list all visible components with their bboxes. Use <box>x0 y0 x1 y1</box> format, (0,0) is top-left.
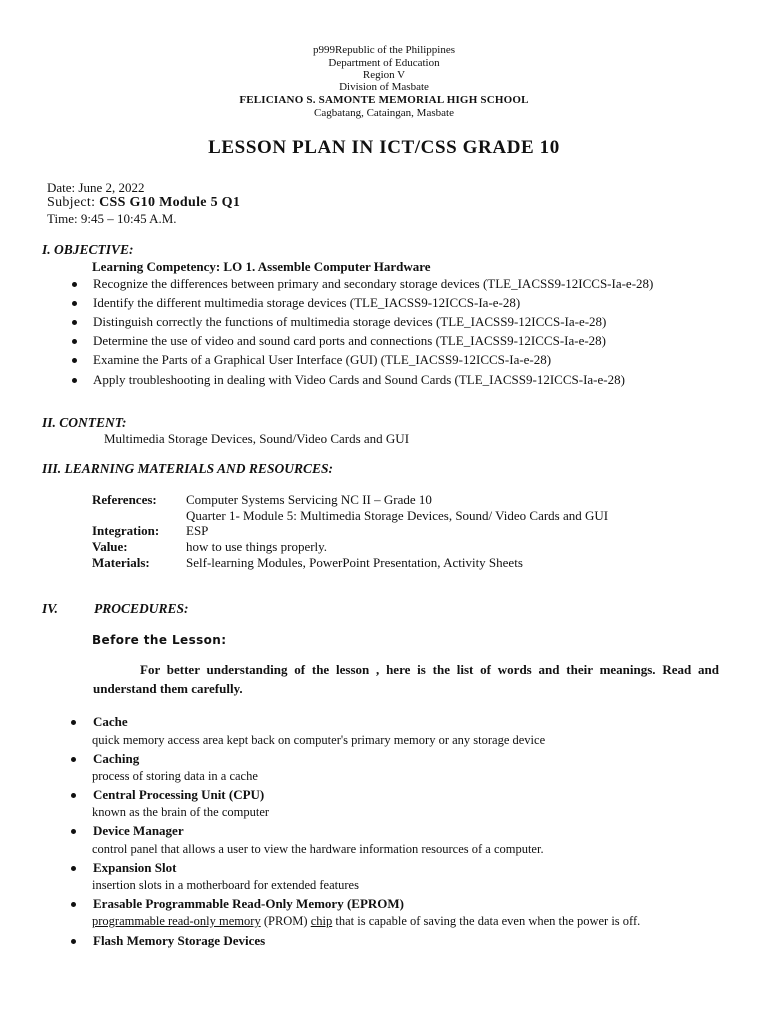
bullet-icon <box>71 793 76 798</box>
term-title: Device Manager <box>93 823 184 838</box>
materials-label: Value: <box>92 539 128 554</box>
term-definition: control panel that allows a user to view the hardware information resources of a computer. <box>92 842 544 856</box>
bullet-icon <box>72 320 77 325</box>
before-lesson-heading: Before the Lesson: <box>92 633 227 647</box>
bullet-icon <box>72 282 77 287</box>
objective-item: Distinguish correctly the functions of multimedia storage devices (TLE_IACSS9-12ICCS-Ia-e-28) <box>93 314 607 329</box>
term-definition: process of storing data in a cache <box>92 769 258 783</box>
procedures-heading: PROCEDURES: <box>94 601 189 616</box>
bullet-icon <box>72 378 77 383</box>
definition-text: (PROM) <box>260 914 311 928</box>
term-definition: quick memory access area kept back on computer's primary memory or any storage device <box>92 733 546 747</box>
bullet-icon <box>72 358 77 363</box>
materials-label: Integration: <box>92 523 160 538</box>
procedures-numeral: IV. <box>42 601 58 616</box>
learning-competency: Learning Competency: LO 1. Assemble Computer Hardware <box>92 259 431 274</box>
term-title: Caching <box>93 751 140 766</box>
content-text: Multimedia Storage Devices, Sound/Video Cards and GUI <box>104 431 410 446</box>
objective-item: Identify the different multimedia storage devices (TLE_IACSS9-12ICCS-Ia-e-28) <box>93 295 521 310</box>
header-republic: p999Republic of the Philippines <box>312 44 456 56</box>
bullet-icon <box>71 829 76 834</box>
term-title: Cache <box>93 714 128 729</box>
definition-text: that is capable of saving the data even when the power is off. <box>332 914 641 928</box>
bullet-icon <box>71 866 76 871</box>
subject-value: CSS G10 Module 5 Q1 <box>99 195 241 210</box>
lesson-date: Date: June 2, 2022 <box>47 180 145 195</box>
materials-value: Quarter 1- Module 5: Multimedia Storage Devices, Sound/ Video Cards and GUI <box>186 508 609 523</box>
materials-value: Computer Systems Servicing NC II – Grade 10 <box>186 492 432 507</box>
term-title: Erasable Programmable Read-Only Memory (EPROM) <box>93 896 404 911</box>
header-address: Cagbatang, Cataingan, Masbate <box>314 107 454 119</box>
term-definition: known as the brain of the computer <box>92 805 270 819</box>
term-title: Central Processing Unit (CPU) <box>93 787 265 802</box>
bullet-icon <box>71 720 76 725</box>
content-heading: II. CONTENT: <box>42 415 127 430</box>
header-region: Region V <box>362 69 406 81</box>
objective-item: Apply troubleshooting in dealing with Video Cards and Sound Cards (TLE_IACSS9-12ICCS-Ia-e-28) <box>93 372 625 387</box>
materials-label: Materials: <box>92 555 150 570</box>
term-definition: insertion slots in a motherboard for extended features <box>92 878 359 892</box>
materials-label: References: <box>92 492 157 507</box>
chip-link[interactable]: chip <box>310 914 333 928</box>
term-title: Expansion Slot <box>93 860 177 875</box>
bullet-icon <box>71 939 76 944</box>
bullet-icon <box>71 902 76 907</box>
lesson-time: Time: 9:45 – 10:45 A.M. <box>47 211 177 226</box>
header-division: Division of Masbate <box>339 81 429 93</box>
materials-value: how to use things properly. <box>186 539 328 554</box>
objective-heading: I. OBJECTIVE: <box>42 242 134 257</box>
materials-heading: III. LEARNING MATERIALS AND RESOURCES: <box>42 461 333 476</box>
prom-link[interactable]: programmable read-only memory <box>92 914 261 928</box>
bullet-icon <box>72 301 77 306</box>
objective-item: Examine the Parts of a Graphical User Interface (GUI) (TLE_IACSS9-12ICCS-Ia-e-28) <box>93 352 552 367</box>
header-department: Department of Education <box>328 57 440 69</box>
subject-label: Subject: <box>47 195 96 210</box>
objective-item: Recognize the differences between primary and secondary storage devices (TLE_IACSS9-12ICCS-Ia-e-28) <box>93 276 654 291</box>
term-title: Flash Memory Storage Devices <box>93 933 266 948</box>
header-school-name: FELICIANO S. SAMONTE MEMORIAL HIGH SCHOOL <box>239 94 529 106</box>
materials-value: Self-learning Modules, PowerPoint Presentation, Activity Sheets <box>186 555 523 570</box>
page-title: LESSON PLAN IN ICT/CSS GRADE 10 <box>208 137 560 158</box>
bullet-icon <box>71 757 76 762</box>
objective-item: Determine the use of video and sound card ports and connections (TLE_IACSS9-12ICCS-Ia-e-28) <box>93 333 607 348</box>
materials-value: ESP <box>186 523 209 538</box>
term-definition <box>92 914 640 929</box>
bullet-icon <box>72 339 77 344</box>
lesson-subject <box>47 195 240 211</box>
procedures-intro: For better understanding of the lesson , here is the list of words and their meanings. Read and understand them carefully. <box>93 662 719 696</box>
